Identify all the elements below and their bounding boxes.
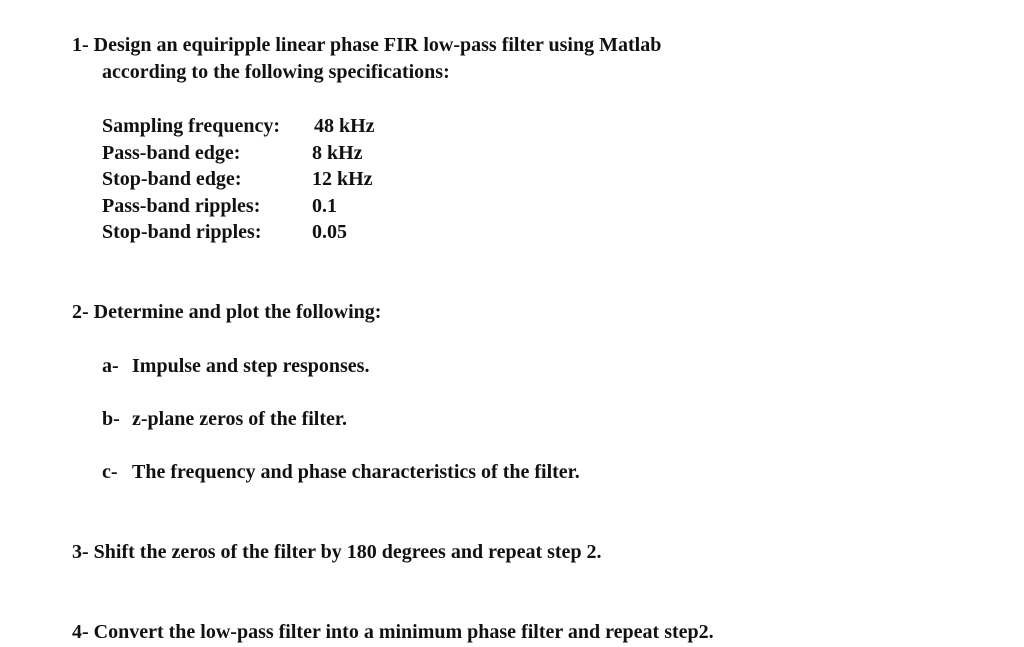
- spec-value-stop-band-ripples: 0.05: [312, 221, 347, 243]
- spec-value-stop-band-edge: 12 kHz: [312, 168, 373, 190]
- spec-label-pass-band-ripples: Pass-band ripples:: [102, 195, 261, 217]
- task-2-item-b-marker: b-: [102, 408, 120, 430]
- spec-label-sampling-frequency: Sampling frequency:: [102, 115, 280, 137]
- spec-label-pass-band-edge: Pass-band edge:: [102, 142, 241, 164]
- task-1-line-2: according to the following specifications:: [102, 61, 450, 83]
- task-1-line-1: Design an equiripple linear phase FIR low-pass filter using Matlab: [93, 34, 662, 56]
- task-2-item-a-marker: a-: [102, 355, 119, 377]
- task-2-item-a-text: Impulse and step responses.: [132, 355, 370, 377]
- task-1-heading: [72, 33, 661, 57]
- task-2-item-b-text: z-plane zeros of the filter.: [132, 408, 347, 430]
- spec-value-pass-band-edge: 8 kHz: [312, 142, 363, 164]
- task-4-text: 4- Convert the low-pass filter into a minimum phase filter and repeat step2.: [72, 621, 714, 643]
- task-2-item-c-marker: c-: [102, 461, 118, 483]
- spec-value-pass-band-ripples: 0.1: [312, 195, 337, 217]
- spec-label-stop-band-ripples: Stop-band ripples:: [102, 221, 262, 243]
- spec-label-stop-band-edge: Stop-band edge:: [102, 168, 242, 190]
- task-2-item-c-text: The frequency and phase characteristics of the filter.: [132, 461, 580, 483]
- task-3-text: 3- Shift the zeros of the filter by 180 degrees and repeat step 2.: [72, 541, 602, 563]
- task-2-heading: 2- Determine and plot the following:: [72, 301, 382, 323]
- task-1-number: 1-: [72, 34, 89, 56]
- spec-value-sampling-frequency: 48 kHz: [314, 115, 375, 137]
